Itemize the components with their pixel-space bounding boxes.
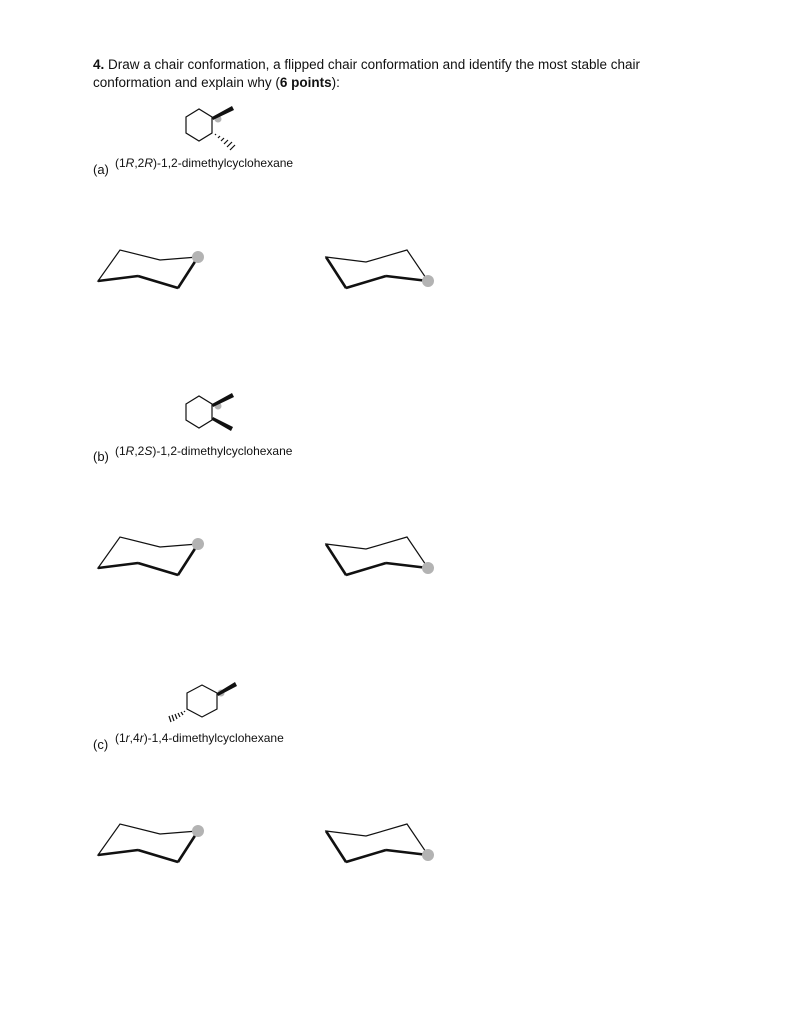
part-a-compound-name: (1R,2R)-1,2-dimethylcyclohexane: [115, 156, 294, 170]
part-c-compound-name: (1r,4r)-1,4-dimethylcyclohexane: [115, 731, 284, 745]
part-b-letter: (b): [93, 449, 109, 464]
part-b-compound-name: (1R,2S)-1,2-dimethylcyclohexane: [115, 444, 293, 458]
question-points: 6 points: [279, 75, 332, 90]
part-c-chair-1: [98, 824, 204, 862]
question-text: Draw a chair conformation, a flipped chair conformation and identify the most stable chair conformation and explain why (: [93, 57, 641, 90]
part-b-chair-1: [98, 537, 204, 575]
part-a-chair-2: [326, 250, 434, 288]
part-c-letter: (c): [93, 737, 109, 752]
part-a-skeletal-structure: [186, 106, 235, 150]
part-c-chair-2: [326, 824, 434, 862]
part-a-letter: (a): [93, 162, 109, 177]
question-text-end: ):: [331, 75, 340, 90]
part-b-chair-2: [326, 537, 434, 575]
part-b-skeletal-structure: [186, 393, 234, 431]
question-number: 4.: [93, 57, 105, 72]
part-c-skeletal-structure: [169, 682, 237, 722]
part-a-chair-1: [98, 250, 204, 288]
